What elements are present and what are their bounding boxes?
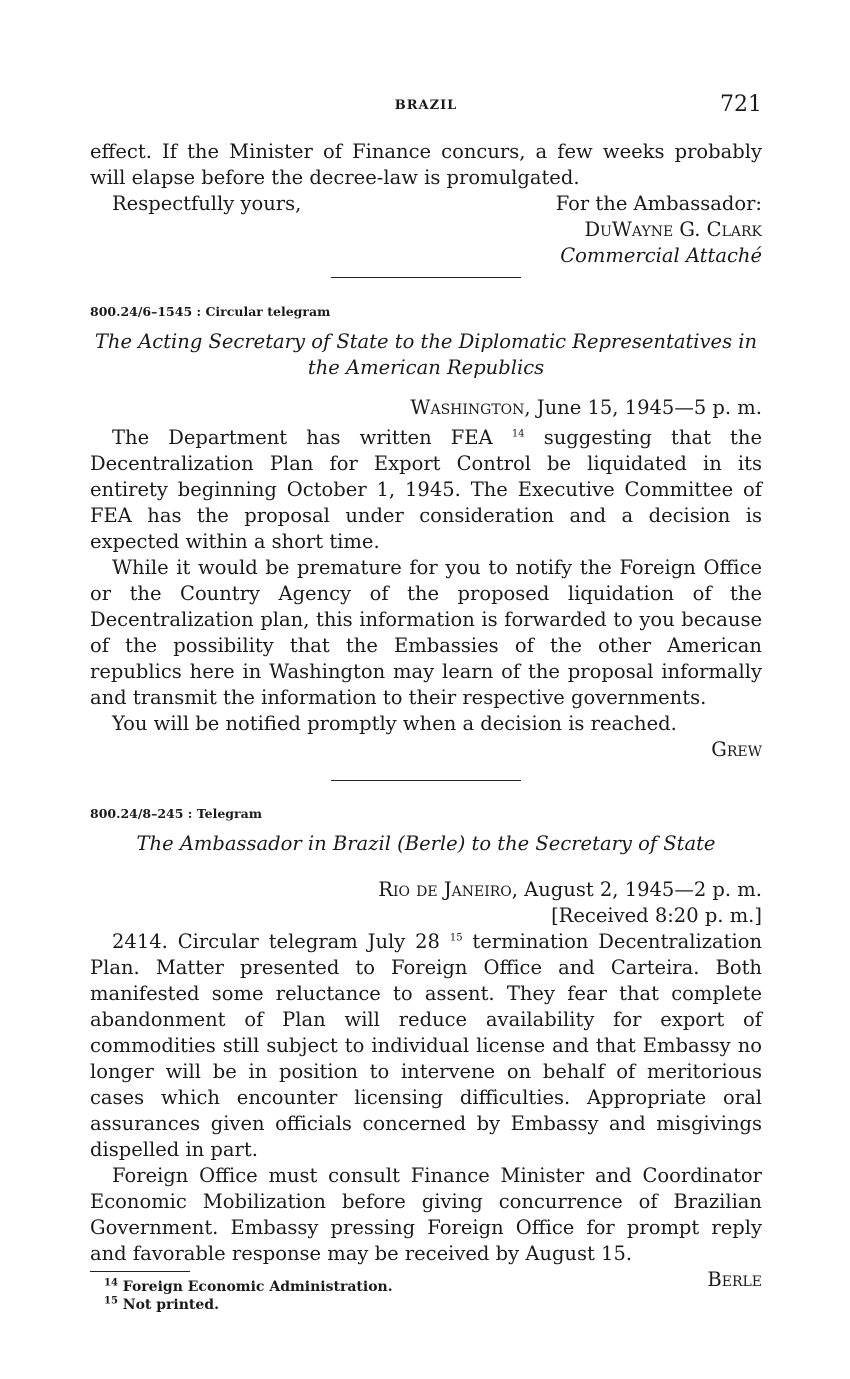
footnote-reference: 14 bbox=[511, 428, 525, 440]
paragraph-text: suggesting that the Decentralization Plan for Export Control be liquidated in its entirety beginning October 1, 1945. The Executive Committee of FEA has the proposal under consideration and a decision is expected within a short time. bbox=[90, 426, 762, 553]
closing-block bbox=[90, 191, 762, 269]
signer-name: DuWayne G. Clark bbox=[584, 218, 762, 241]
document-title: The Ambassador in Brazil (Berle) to the Secretary of State bbox=[136, 832, 716, 855]
body-paragraph bbox=[90, 425, 762, 555]
footnote-number: 15 bbox=[104, 1295, 118, 1307]
page-header bbox=[90, 92, 762, 122]
signature: Grew bbox=[711, 738, 762, 761]
running-head: BRAZIL bbox=[394, 98, 458, 113]
received-line: [Received 8:20 p. m.] bbox=[551, 904, 762, 927]
dateline-date: , June 15, 1945—5 p. m. bbox=[524, 396, 762, 419]
page-number: 721 bbox=[720, 92, 762, 117]
footnotes bbox=[90, 1271, 762, 1314]
footnote-text: Foreign Economic Administration. bbox=[117, 1279, 393, 1295]
body-paragraph bbox=[90, 929, 762, 1163]
closing-line: Respectfully yours, bbox=[112, 192, 302, 215]
file-reference: 800.24/8–245 : Telegram bbox=[90, 806, 262, 821]
footnote-14 bbox=[90, 1278, 762, 1296]
body-paragraph: Foreign Office must consult Finance Minister and Coordinator Economic Mobilization before giving concurrence of Brazilian Government. Embassy pressing Foreign Office for prompt reply and favorable response may be received by August 15. bbox=[90, 1164, 762, 1265]
body-paragraph: You will be notified promptly when a decision is reached. bbox=[112, 712, 677, 735]
paragraph-text: 2414. Circular telegram July 28 bbox=[112, 930, 440, 953]
for-ambassador-line: For the Ambassador: bbox=[555, 192, 762, 215]
dateline-place: Rio de Janeiro bbox=[378, 878, 512, 901]
footnote-number: 14 bbox=[104, 1277, 118, 1289]
continuation-paragraph: effect. If the Minister of Finance concurs, a few weeks probably will elapse before the decree-law is promulgated. bbox=[90, 140, 762, 189]
paragraph-text: termination Decentralization Plan. Matter presented to Foreign Office and Carteira. Both manifested some reluctance to assent. They fear that complete abandonment of Plan will reduce availability for export of commodities still subject to individual license and that Embassy no longer will be in position to intervene on behalf of meritorious cases which encounter licensing difficulties. Appropriate oral assurances given officials concerned by Embassy and misgivings dispelled in part. bbox=[90, 930, 762, 1161]
body-paragraph: While it would be premature for you to notify the Foreign Office or the Country Agency of the proposed liquidation of the Decentralization plan, this information is forwarded to you because of the possibility that the Embassies of the other American republics here in Washington may learn of the proposal informally and transmit the information to their respective governments. bbox=[90, 556, 762, 709]
separator-rule-1 bbox=[90, 277, 762, 278]
document-telegram bbox=[90, 806, 762, 1293]
footnote-text: Not printed. bbox=[117, 1297, 219, 1313]
document-title: The Acting Secretary of State to the Diplomatic Representatives in the American Republics bbox=[94, 330, 758, 379]
footnote-15 bbox=[90, 1296, 762, 1314]
signature: Berle bbox=[707, 1268, 762, 1291]
continuation-section bbox=[90, 139, 762, 269]
dateline bbox=[90, 877, 762, 903]
dateline-place: Washington bbox=[410, 396, 525, 419]
separator-rule-2 bbox=[90, 780, 762, 781]
dateline-date: , August 2, 1945—2 p. m. bbox=[511, 878, 762, 901]
dateline bbox=[90, 395, 762, 421]
signer-title: Commercial Attaché bbox=[560, 244, 762, 267]
document-circular-telegram bbox=[90, 304, 762, 763]
footnote-rule bbox=[90, 1271, 190, 1272]
paragraph-text: The Department has written FEA bbox=[112, 426, 493, 449]
file-reference: 800.24/6–1545 : Circular telegram bbox=[90, 304, 331, 319]
footnote-reference: 15 bbox=[449, 932, 463, 944]
